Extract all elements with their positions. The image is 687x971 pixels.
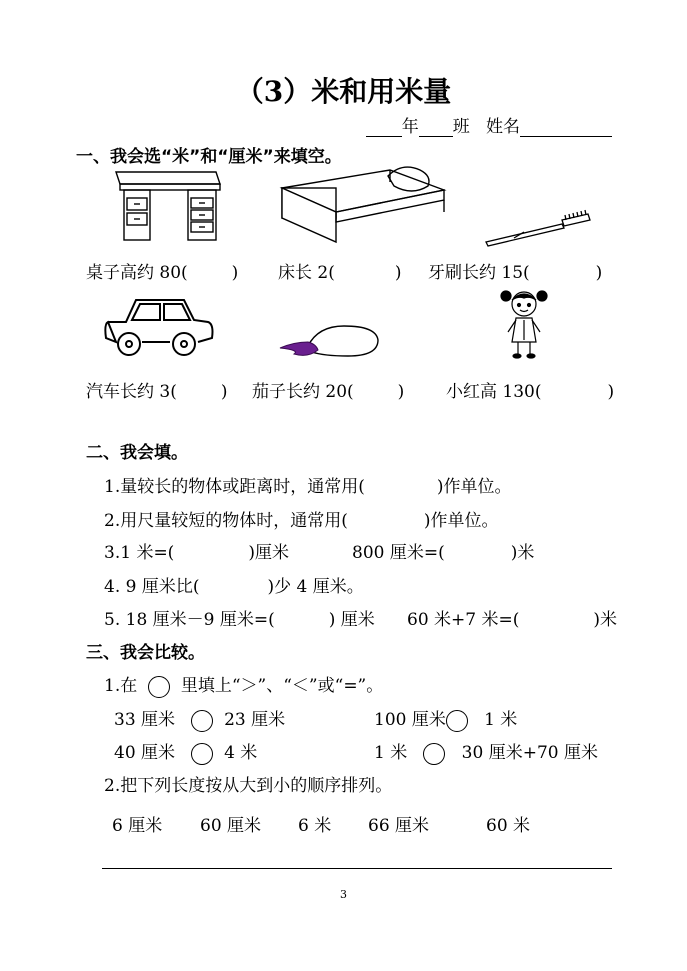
item-toothbrush-text: 牙刷长约 15( ) bbox=[428, 263, 603, 283]
compare-row-2-left: 40 厘米 4 米 bbox=[114, 743, 258, 763]
section-3-heading: 三、我会比较。 bbox=[86, 643, 205, 663]
year-blank[interactable] bbox=[366, 118, 402, 137]
fill-line-1: 1.量较长的物体或距离时，通常用( )作单位。 bbox=[104, 477, 512, 497]
item-desk-text: 桌子高约 80( ) bbox=[86, 263, 239, 283]
fill-line-5a: 5. 18 厘米－9 厘米=( ) 厘米 bbox=[104, 610, 375, 630]
compare-row-1-left: 33 厘米 23 厘米 bbox=[114, 710, 286, 730]
compare-circle-2[interactable] bbox=[446, 710, 468, 732]
fill-line-2: 2.用尺量较短的物体时，通常用( )作单位。 bbox=[104, 511, 499, 531]
length-item-1: 6 厘米 bbox=[112, 816, 163, 836]
length-item-4: 66 厘米 bbox=[368, 816, 430, 836]
compare-circle-4[interactable] bbox=[423, 743, 445, 765]
fill-line-3b: 800 厘米=( )米 bbox=[352, 543, 535, 563]
compare-instruction: 1.在 里填上“＞”、“＜”或“=”。 bbox=[104, 676, 384, 696]
fill-line-5b: 60 米+7 米=( )米 bbox=[407, 610, 618, 630]
girl-icon bbox=[500, 288, 548, 362]
bed-icon bbox=[278, 160, 448, 246]
compare-row-2-right: 1 米 30 厘米+70 厘米 bbox=[374, 743, 598, 763]
length-item-2: 60 厘米 bbox=[200, 816, 262, 836]
name-blank[interactable] bbox=[520, 118, 612, 137]
eggplant-icon bbox=[278, 322, 382, 362]
page-number: 3 bbox=[340, 888, 347, 901]
order-instruction: 2.把下列长度按从大到小的顺序排列。 bbox=[104, 776, 393, 796]
toothbrush-icon bbox=[484, 208, 594, 248]
fill-line-3a: 3.1 米=( )厘米 bbox=[104, 543, 289, 563]
compare-row-1-right: 100 厘米 1 米 bbox=[374, 710, 518, 730]
car-icon bbox=[102, 292, 218, 360]
desk-icon bbox=[112, 170, 222, 244]
item-car-text: 汽车长约 3( ) bbox=[86, 382, 228, 402]
year-label: 年 bbox=[401, 117, 419, 137]
class-label: 班 bbox=[452, 117, 470, 137]
footer-divider bbox=[102, 868, 612, 869]
item-bed-text: 床长 2( ) bbox=[278, 263, 402, 283]
item-eggplant-text: 茄子长约 20( ) bbox=[252, 382, 405, 402]
item-girl-text: 小红高 130( ) bbox=[446, 382, 615, 402]
page-title: （3）米和用米量 bbox=[235, 75, 452, 108]
compare-circle-3[interactable] bbox=[191, 743, 213, 765]
class-blank[interactable] bbox=[419, 118, 453, 137]
student-info-header bbox=[366, 112, 612, 137]
length-item-5: 60 米 bbox=[486, 816, 531, 836]
section-2-heading: 二、我会填。 bbox=[86, 443, 188, 463]
length-item-3: 6 米 bbox=[298, 816, 332, 836]
section-1-heading: 一、我会选“米”和“厘米”来填空。 bbox=[76, 147, 342, 167]
example-circle bbox=[148, 676, 170, 698]
fill-line-4: 4. 9 厘米比( )少 4 厘米。 bbox=[104, 577, 364, 597]
compare-circle-1[interactable] bbox=[191, 710, 213, 732]
name-label: 姓名 bbox=[486, 117, 520, 137]
